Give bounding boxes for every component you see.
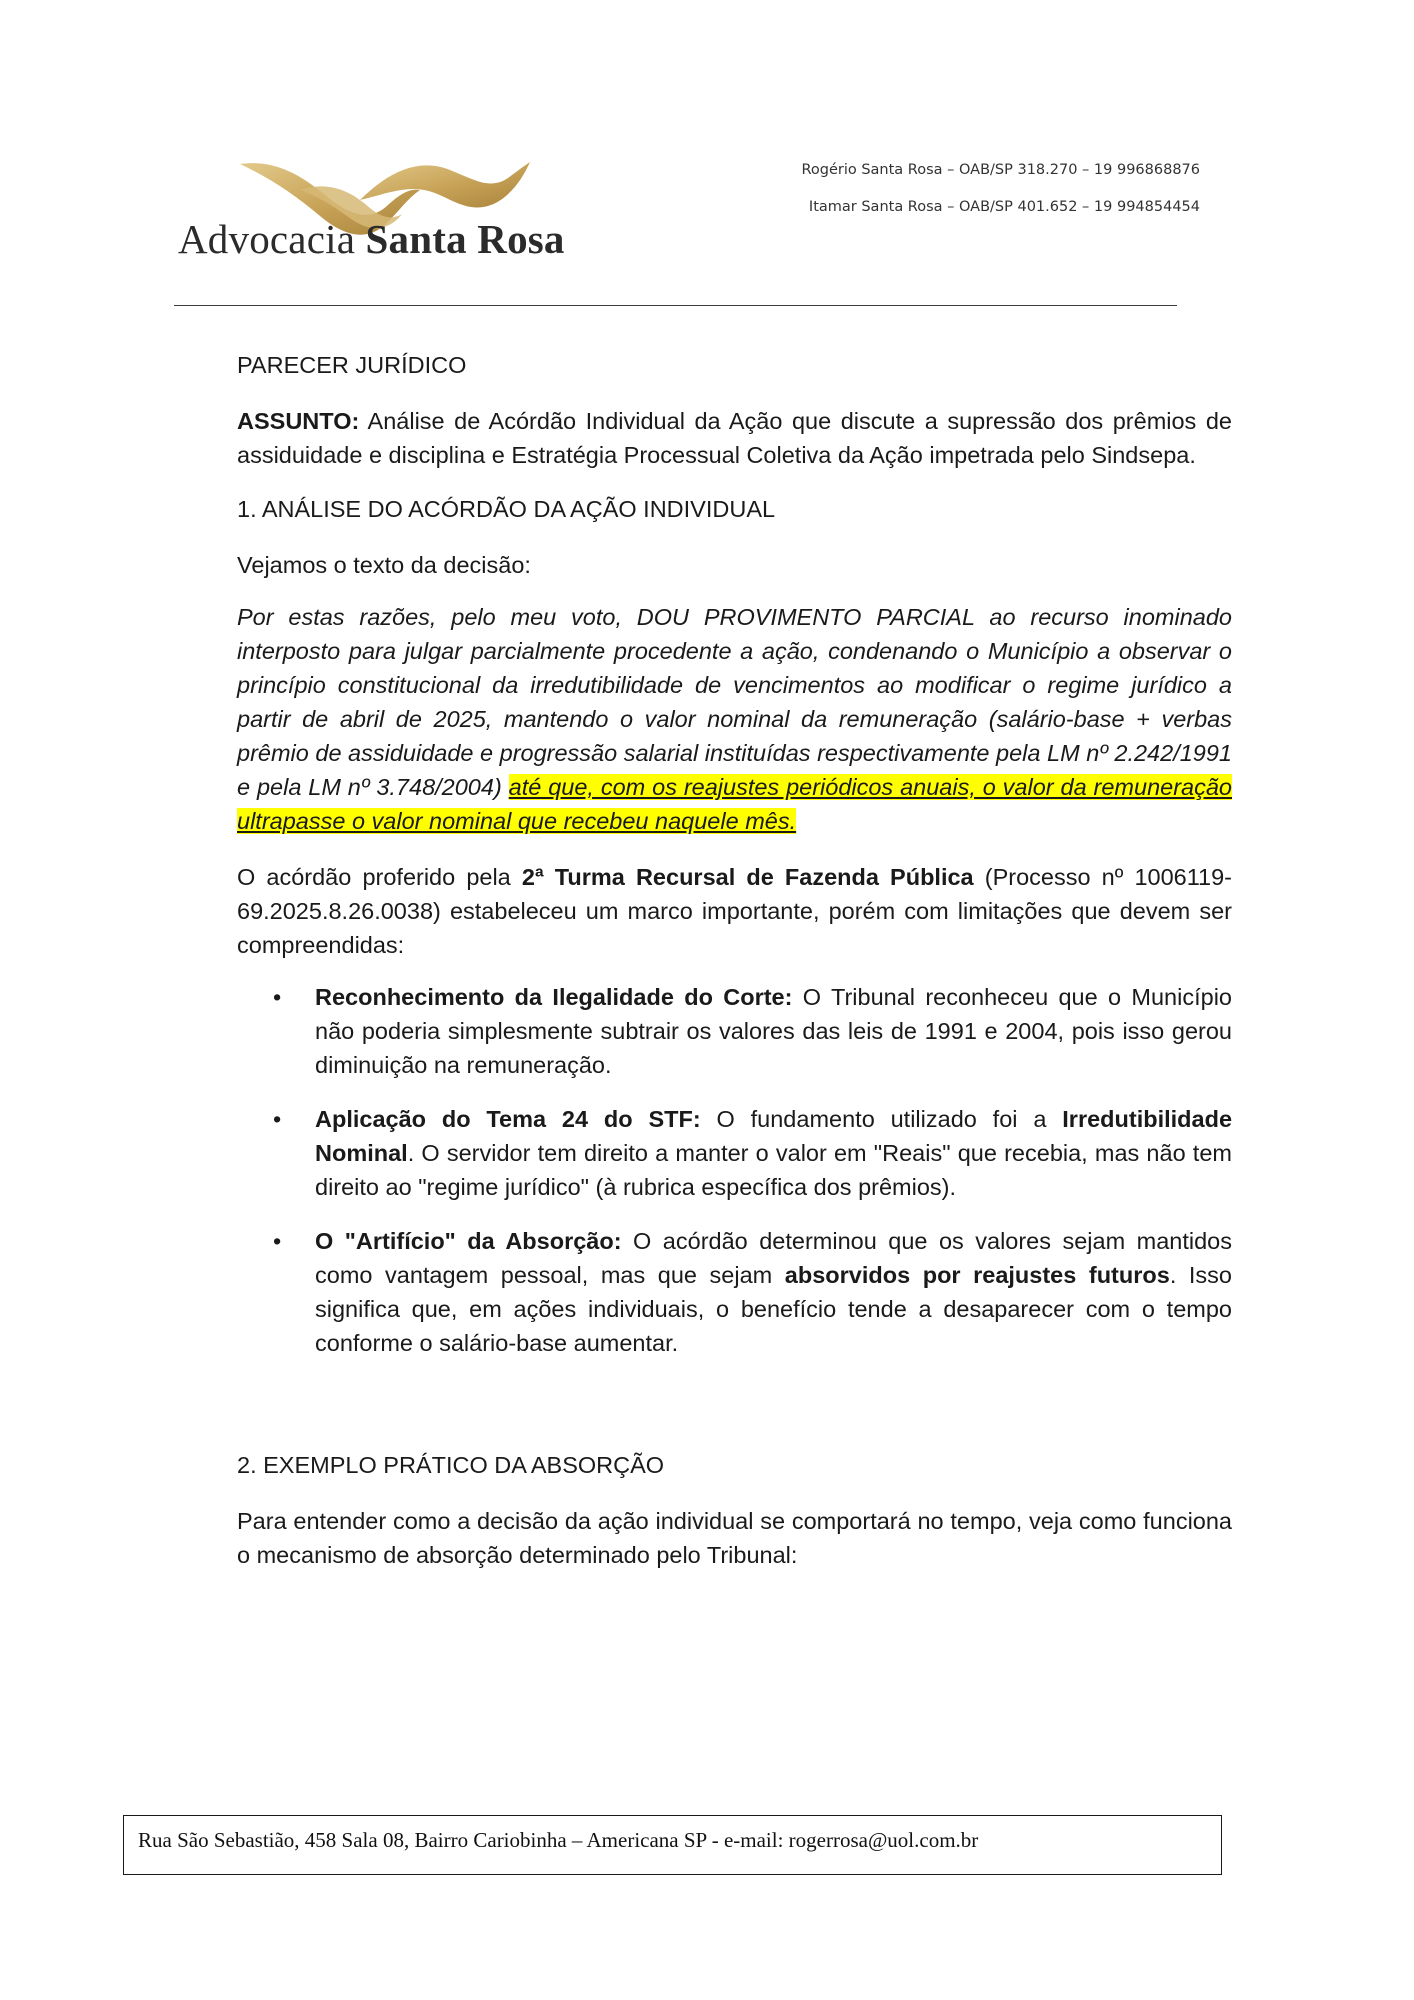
section-1-heading: 1. ANÁLISE DO ACÓRDÃO DA AÇÃO INDIVIDUAL xyxy=(237,496,776,522)
list-item: • O "Artifício" da Absorção: O acórdão determinou que os valores sejam mantidos como vantagem pessoal, mas que sejam absorvidos por reajustes futuros. Isso significa que, em ações individuais, o benefício tende a desaparecer com o tempo conforme o salário-base aumentar. xyxy=(237,1224,1232,1360)
bullet-icon: • xyxy=(273,1228,282,1254)
section-2-heading: 2. EXEMPLO PRÁTICO DA ABSORÇÃO xyxy=(237,1452,665,1478)
bullet-icon: • xyxy=(273,984,282,1010)
contact-line-rogerio: Rogério Santa Rosa – OAB/SP 318.270 – 19 996868876 xyxy=(801,162,1200,178)
court-name: 2ª Turma Recursal de Fazenda Pública xyxy=(521,864,974,890)
document-body xyxy=(237,348,1232,1590)
contact-info xyxy=(700,152,1200,226)
intro-text: Vejamos o texto da decisão: xyxy=(237,552,531,578)
analysis-list xyxy=(237,980,1232,1360)
subject-paragraph xyxy=(237,404,1232,472)
header-divider xyxy=(174,305,1177,306)
footer-address-box xyxy=(123,1815,1222,1875)
document-title: PARECER JURÍDICO xyxy=(237,352,467,378)
subject-label: ASSUNTO: xyxy=(237,408,360,434)
footer-address: Rua São Sebastião, 458 Sala 08, Bairro Cariobinha – Americana SP - e-mail: rogerrosa@uol.com.br xyxy=(138,1828,979,1852)
section-spacer xyxy=(237,1380,1232,1448)
list-item: • Reconhecimento da Ilegalidade do Corte: O Tribunal reconheceu que o Município não poderia simplesmente subtrair os valores das leis de 1991 e 2004, pois isso gerou diminuição na remuneração. xyxy=(237,980,1232,1082)
logo-text: Advocacia Santa Rosa xyxy=(178,216,565,262)
bullet-icon: • xyxy=(273,1106,282,1132)
quote-text: Por estas razões, pelo meu voto, DOU PROVIMENTO PARCIAL ao recurso inominado interposto para julgar parcialmente procedente a ação, condenando o Município a observar o princípio constitucional da irredutibilidade de vencimentos ao modificar o regime jurídico a partir de abril de 2025, mantendo o valor nominal da remuneração (salário-base + verbas prêmio de assiduidade e progressão salarial instituídas respectivamente pela LM nº 2.242/1991 e pela LM nº 3.748/2004) xyxy=(237,604,1232,800)
section-2-text: Para entender como a decisão da ação individual se comportará no tempo, veja como funciona o mecanismo de absorção determinado pelo Tribunal: xyxy=(237,1508,1232,1568)
list-item: • Aplicação do Tema 24 do STF: O fundamento utilizado foi a Irredutibilidade Nominal. O servidor tem direito a manter o valor em "Reais" que recebia, mas não tem direito ao "regime jurídico" (à rubrica específica dos prêmios). xyxy=(237,1102,1232,1204)
decision-quote xyxy=(237,600,1232,838)
contact-line-itamar: Itamar Santa Rosa – OAB/SP 401.652 – 19 994854454 xyxy=(808,199,1200,215)
ruling-paragraph: O acórdão proferido pela 2ª Turma Recursal de Fazenda Pública (Processo nº 1006119-69.2025.8.26.0038) estabeleceu um marco importante, porém com limitações que devem ser compreendidas: xyxy=(237,864,1233,958)
subject-text: Análise de Acórdão Individual da Ação que discute a supressão dos prêmios de assiduidade e disciplina e Estratégia Processual Coletiva da Ação impetrada pelo Sindsepa. xyxy=(237,408,1232,468)
quote-highlight: até que, com os reajustes periódicos anuais, o valor da remuneração ultrapasse o valor nominal que recebeu naquele mês. xyxy=(237,774,1232,834)
